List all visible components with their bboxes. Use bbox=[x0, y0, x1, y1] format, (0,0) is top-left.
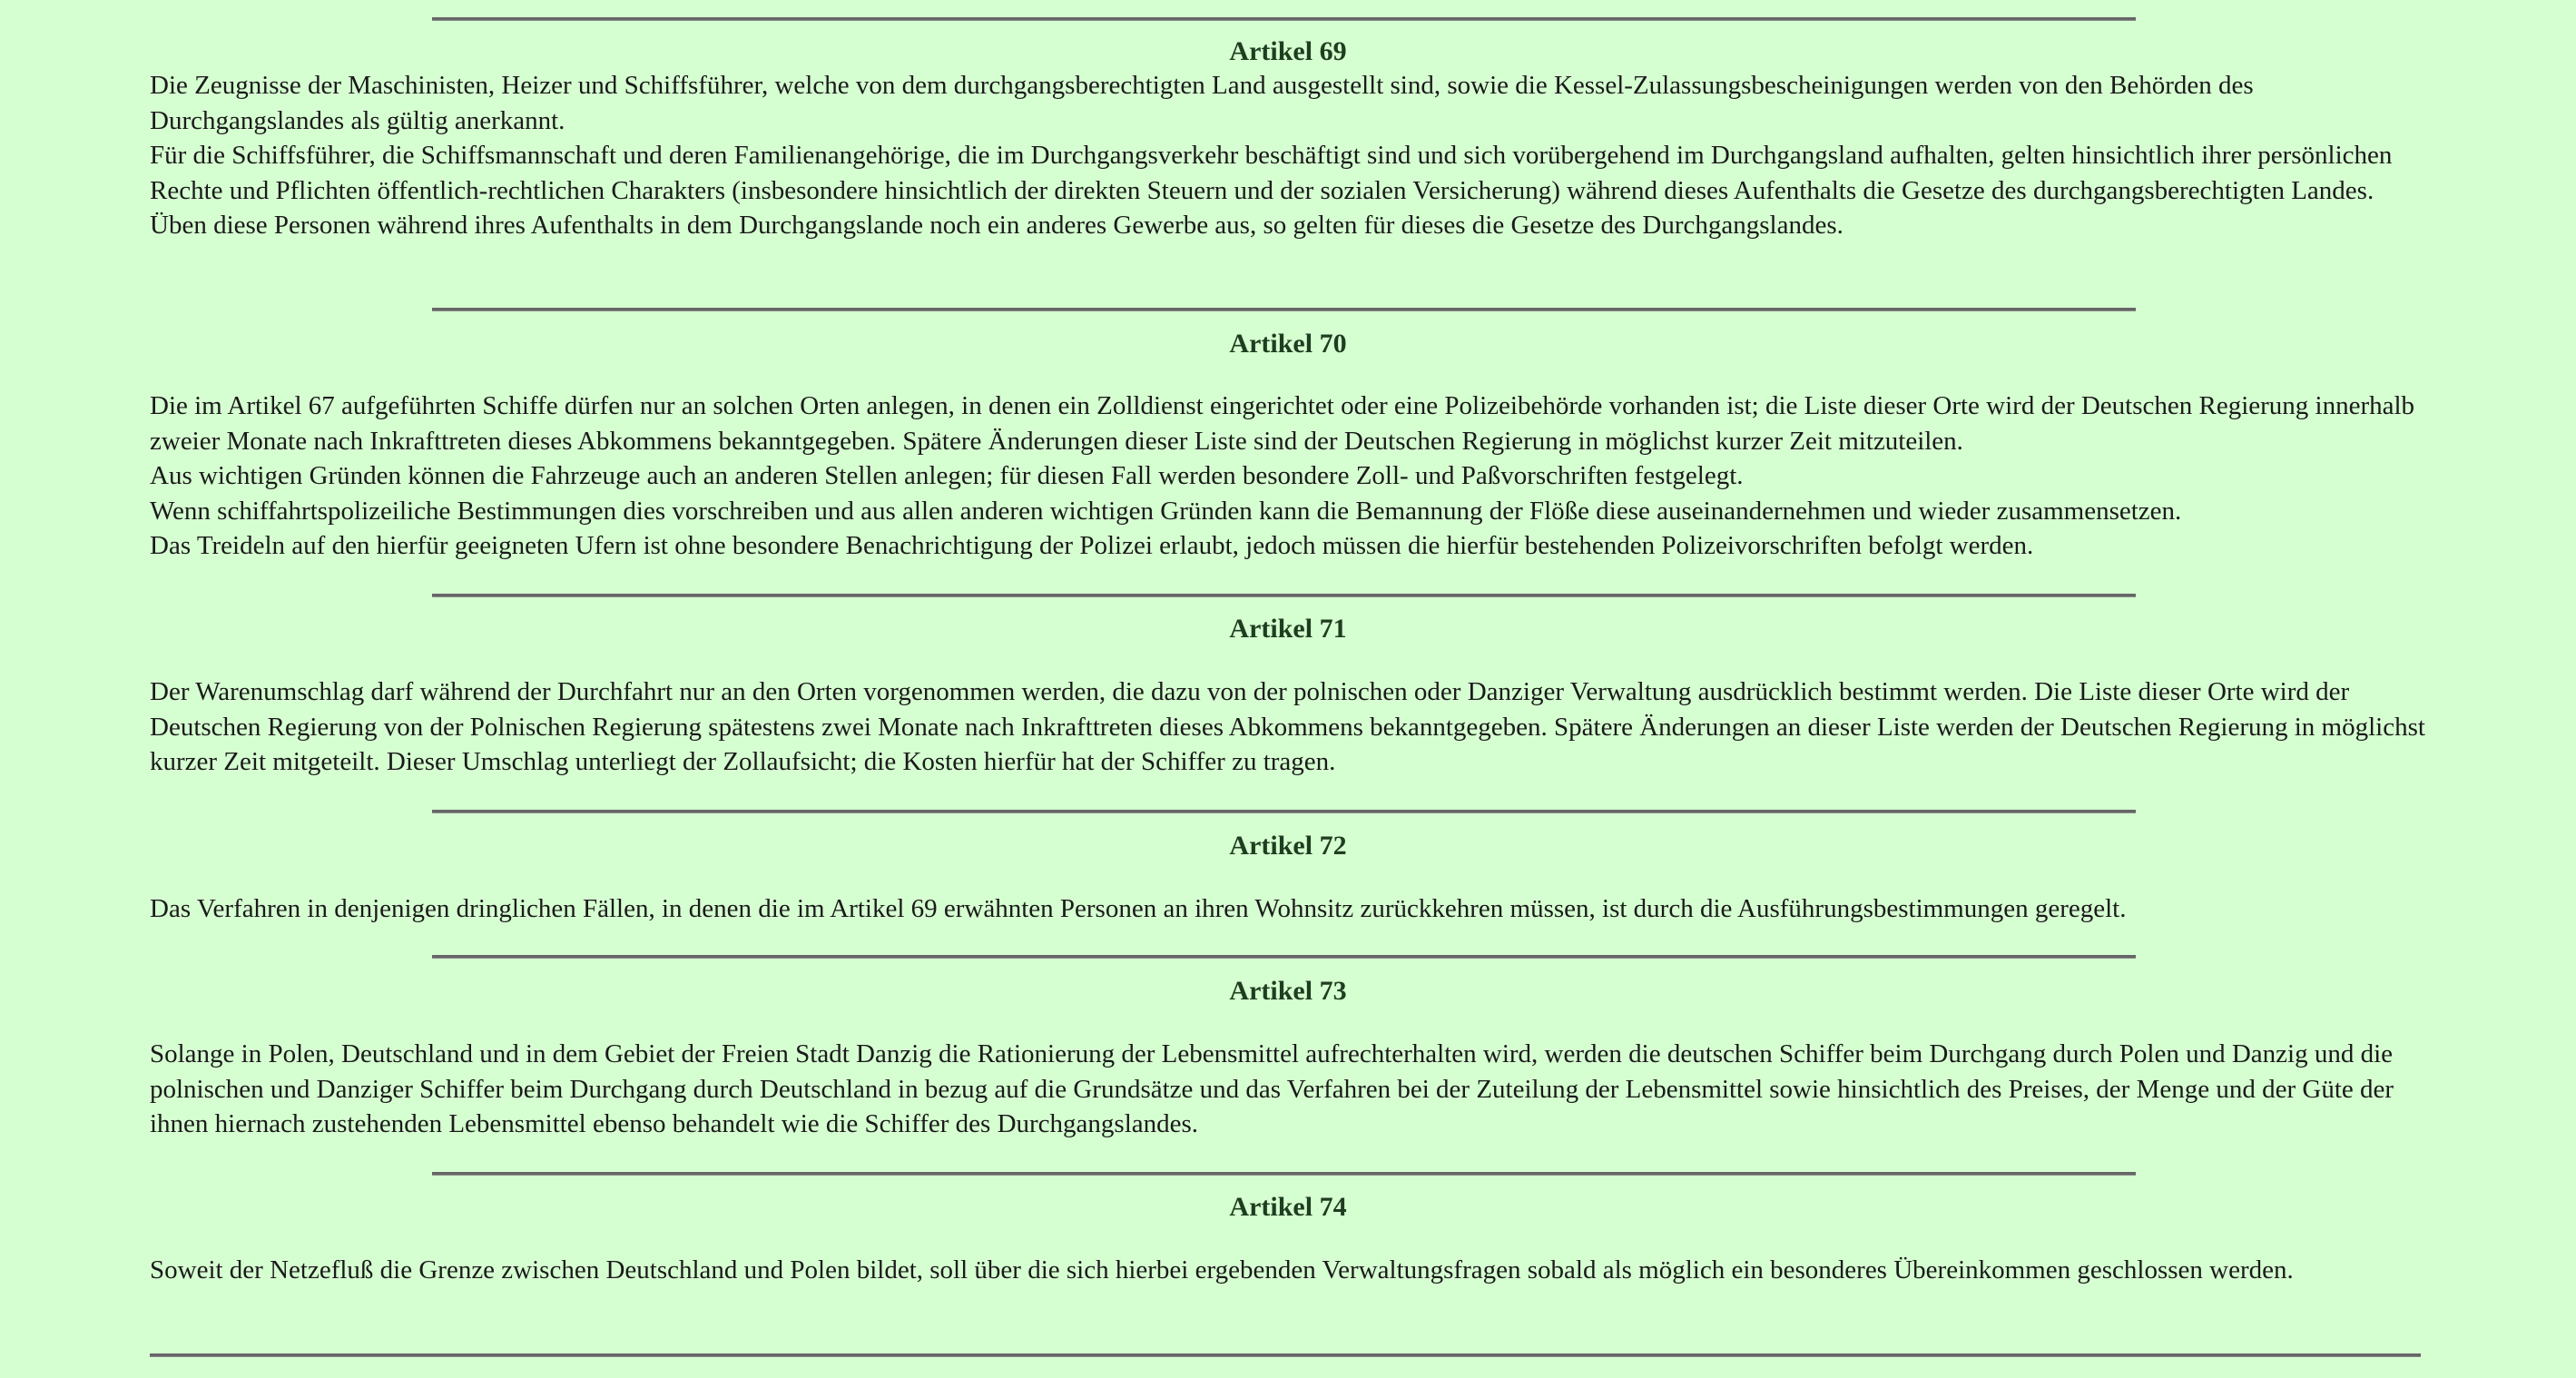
article-70-body bbox=[150, 389, 2428, 564]
section-divider bbox=[432, 594, 2136, 597]
section-divider bbox=[432, 955, 2136, 959]
article-72-title: Artikel 72 bbox=[1229, 831, 1347, 861]
article-70-paragraph-2: Aus wichtigen Gründen können die Fahrzeuge auch an anderen Stellen anlegen; für diesen Fall werden besondere Zoll- und Paßvorschriften festgelegt. bbox=[150, 461, 1744, 490]
article-71-body bbox=[150, 674, 2428, 780]
article-69-title: Artikel 69 bbox=[1229, 36, 1347, 66]
section-divider bbox=[432, 308, 2136, 311]
article-72-paragraph-1: Das Verfahren in denjenigen dringlichen Fällen, in denen die im Artikel 69 erwähnten Personen an ihren Wohnsitz zurückkehren müssen, ist durch die Ausführungsbestimmungen geregelt. bbox=[150, 894, 2127, 923]
article-73-paragraph-1: Solange in Polen, Deutschland und in dem Gebiet der Freien Stadt Danzig die Rationierung der Lebensmittel aufrechterhalten wird, werden die deutschen Schiffer beim Durchgang durch Polen und Danzig und die polnischen und Danziger Schiffer beim Durchgang durch Deutschland in bezug auf die Grundsätze und das Verfahren bei der Zuteilung der Lebensmittel sowie hinsichtlich des Preises, der Menge und der Güte der ihnen hiernach zustehenden Lebensmittel ebenso behandelt wie die Schiffer des Durchgangslandes. bbox=[150, 1039, 2394, 1138]
article-69-paragraph-3: Üben diese Personen während ihres Aufenthalts in dem Durchgangslande noch ein anderes Gewerbe aus, so gelten für dieses die Gesetze des Durchgangslandes. bbox=[150, 211, 1844, 240]
article-72-body bbox=[150, 891, 2428, 927]
article-70-title: Artikel 70 bbox=[1229, 329, 1347, 359]
article-73-body bbox=[150, 1037, 2428, 1142]
article-69-paragraph-1: Die Zeugnisse der Maschinisten, Heizer und Schiffsführer, welche von dem durchgangsberechtigten Land ausgestellt sind, sowie die Kessel-Zulassungsbescheinigungen werden von den Behörden des Durchgangslandes als gültig anerkannt. bbox=[150, 71, 2254, 135]
article-70-paragraph-3: Wenn schiffahrtspolizeiliche Bestimmungen dies vorschreiben und aus allen anderen wichtigen Gründen kann die Bemannung der Flöße diese auseinandernehmen und wieder zusammensetzen. bbox=[150, 496, 2182, 526]
article-71-paragraph-1: Der Warenumschlag darf während der Durchfahrt nur an den Orten vorgenommen werden, die dazu von der polnischen oder Danziger Verwaltung ausdrücklich bestimmt werden. Die Liste dieser Orte wird der Deutschen Regierung von der Polnischen Regierung spätestens zwei Monate nach Inkrafttreten dieses Abkommens bekanntgegeben. Spätere Änderungen an dieser Liste werden der Deutschen Regierung in möglichst kurzer Zeit mitgeteilt. Dieser Umschlag unterliegt der Zollaufsicht; die Kosten hierfür hat der Schiffer zu tragen. bbox=[150, 677, 2425, 776]
article-70-paragraph-4: Das Treideln auf den hierfür geeigneten Ufern ist ohne besondere Benachrichtigung der Polizei erlaubt, jedoch müssen die hierfür bestehenden Polizeivorschriften befolgt werden. bbox=[150, 531, 2034, 560]
article-70-paragraph-1: Die im Artikel 67 aufgeführten Schiffe dürfen nur an solchen Orten anlegen, in denen ein Zolldienst eingerichtet oder eine Polizeibehörde vorhanden ist; die Liste dieser Orte wird der Deutschen Regierung innerhalb zweier Monate nach Inkrafttreten dieses Abkommens bekanntgegeben. Spätere Änderungen dieser Liste sind der Deutschen Regierung in möglichst kurzer Zeit mitzuteilen. bbox=[150, 391, 2415, 456]
article-69-paragraph-2: Für die Schiffsführer, die Schiffsmannschaft und deren Familienangehörige, die im Durchgangsverkehr beschäftigt sind und sich vorübergehend im Durchgangsland aufhalten, gelten hinsichtlich ihrer persönlichen Rechte und Pflichten öffentlich-rechtlichen Charakters (insbesondere hinsichtlich der direkten Steuern und der sozialen Versicherung) während dieses Aufenthalts die Gesetze des durchgangsberechtigten Landes. bbox=[150, 141, 2393, 205]
article-73-title: Artikel 73 bbox=[1229, 976, 1347, 1006]
article-74-paragraph-1: Soweit der Netzefluß die Grenze zwischen Deutschland und Polen bildet, soll über die sich hierbei ergebenden Verwaltungsfragen sobald als möglich ein besonderes Übereinkommen geschlossen werden. bbox=[150, 1255, 2294, 1284]
section-divider bbox=[432, 810, 2136, 813]
article-74-body bbox=[150, 1253, 2428, 1288]
article-71-title: Artikel 71 bbox=[1229, 614, 1347, 644]
article-74-title: Artikel 74 bbox=[1229, 1192, 1347, 1222]
document-end-divider bbox=[150, 1353, 2421, 1357]
section-divider bbox=[432, 17, 2136, 21]
section-divider bbox=[432, 1172, 2136, 1176]
article-69-body bbox=[150, 68, 2428, 243]
